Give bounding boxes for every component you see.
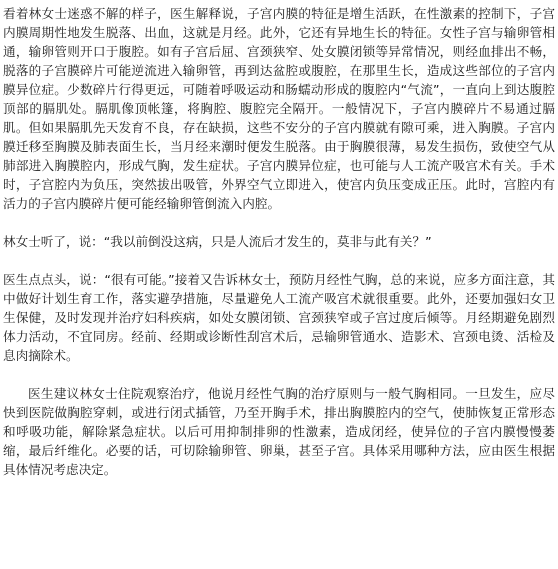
- article-body: [3, 4, 555, 479]
- paragraph-spacer: [3, 213, 555, 232]
- paragraph-spacer: [3, 251, 555, 270]
- paragraph-spacer: [3, 365, 555, 384]
- paragraph-explanation: 看着林女士迷惑不解的样子，医生解释说，子宫内膜的特征是增生活跃，在性激素的控制下，子宫内膜周期性地发生脱落、出血，这就是月经。此外，它还有异地生长的特征。女性子宫与输卵管相通，输卵管则开口于腹腔。如有子宫后屈、宫颈狭窄、处女膜闭锁等异常情况，则经血排出不畅，脱落的子宫膜碎片可能逆流进入输卵管，再到达盆腔或腹腔，在那里生长，造成这些部位的子宫内膜异位症。少数碎片行得更远，可随着呼吸运动和肠蠕动形成的腹腔内“气流”，一直向上到达腹腔顶部的膈肌处。膈肌像顶帐篷，将胸腔、腹腔完全隔开。一般情况下，子宫内膜碎片不易通过膈肌。但如果膈肌先天发育不良，存在缺损，这些不安分的子宫内膜就有隙可乘，进入胸膜。子宫内膜迁移至胸膜及肺表面生长，当月经来潮时便发生脱落。由于胸膜很薄，易发生损伤，致使空气从肺部进入胸膜腔内，形成气胸，发生症状。子宫内膜异位症，也可能与人工流产吸宫术有关。手术时，子宫腔内为负压，突然拔出吸管，外界空气立即进入，使宫内负压变成正压。此时，宫腔内有活力的子宫内膜碎片便可能经输卵管倒流入内腔。: [3, 6, 555, 211]
- paragraph-treatment: 医生建议林女士住院观察治疗，他说月经性气胸的治疗原则与一般气胸相同。一旦发生，应尽快到医院做胸腔穿刺，或进行闭式插管，乃至开胸手术，排出胸膜腔内的空气，使肺恢复正常形态和呼吸功能，解除紧急症状。以后可用抑制排卵的性激素，造成闭经，使异位的子宫内膜慢慢萎缩，最后纤维化。必要的话，可切除输卵管、卵巢，甚至子宫。具体采用哪种方法，应由医生根据具体情况考虑决定。: [3, 386, 555, 477]
- paragraph-patient-question: 林女士听了，说：“我以前倒没这病，只是人流后才发生的，莫非与此有关？”: [3, 234, 432, 249]
- paragraph-prevention: 医生点点头，说：“很有可能。”接着又告诉林女士，预防月经性气胸，总的来说，应多方面注意，其中做好计划生育工作，落实避孕措施，尽量避免人工流产吸宫术就很重要。此外，还要加强妇女卫生保健，及时发现并治疗妇科疾病，如处女膜闭锁、宫颈狭窄或子宫过度后倾等。月经期避免剧烈体力活动，不宜同房。经前、经期或诊断性刮宫术后，忌输卵管通水、造影术、宫颈电烫、活检及息肉摘除术。: [3, 272, 555, 363]
